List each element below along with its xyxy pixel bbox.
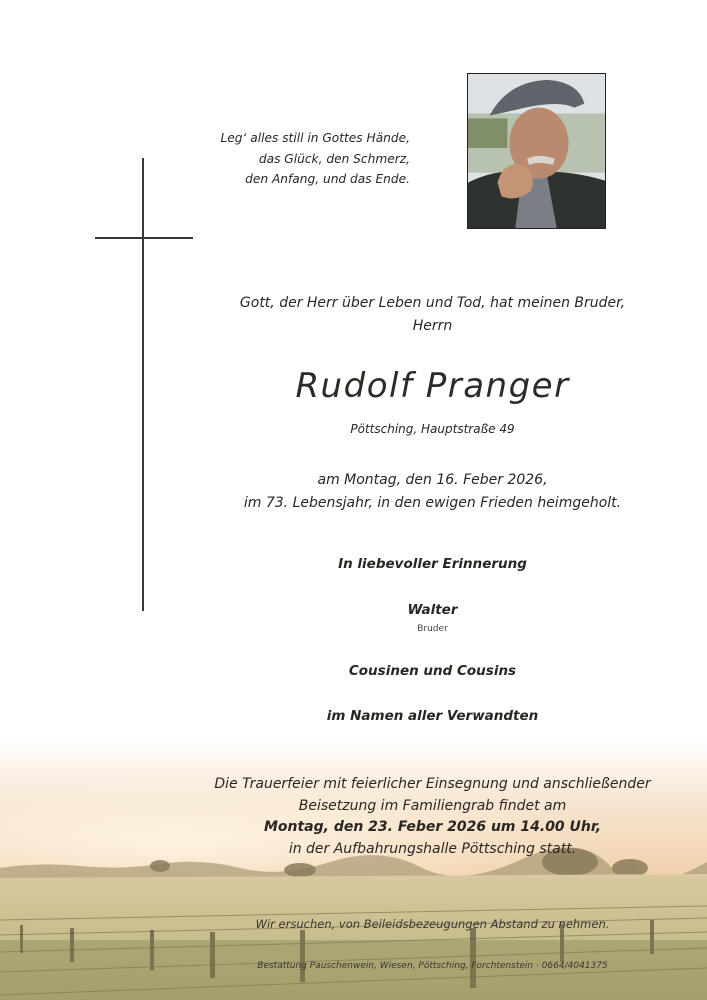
portrait-photo — [467, 73, 606, 229]
deceased-address: Pöttsching, Hauptstraße 49 — [350, 422, 515, 436]
condolence-request: Wir ersuchen, von Beileidsbezeugungen Abstand zu nehmen. — [255, 917, 610, 931]
memorial-poem — [200, 128, 410, 190]
funeral-details — [180, 774, 685, 860]
poem-line: Leg‘ alles still in Gottes Hände, — [220, 131, 410, 145]
death-line: im 73. Lebensjahr, in den ewigen Frieden heimgeholt. — [243, 495, 622, 511]
death-line: am Montag, den 16. Feber 2026, — [317, 472, 548, 488]
mourner-relation: Bruder — [417, 624, 448, 634]
cross-horizontal-beam — [95, 237, 193, 239]
funeral-line: in der Aufbahrungshalle Pöttsching statt. — [288, 840, 577, 857]
funeral-line: Beisetzung im Familiengrab findet am — [298, 797, 567, 814]
cross-vertical-beam — [142, 158, 144, 611]
funeral-line: Die Trauerfeier mit feierlicher Einsegnung und anschließender — [214, 776, 651, 792]
poem-line: den Anfang, und das Ende. — [245, 172, 410, 186]
deceased-name: Rudolf Pranger — [295, 366, 570, 406]
mourner-name: Walter — [407, 602, 458, 618]
mourner-cousins: Cousinen und Cousins — [348, 663, 517, 679]
remembrance-heading: In liebevoller Erinnerung — [338, 556, 527, 572]
undertaker-info: Bestattung Pauschenwein, Wiesen, Pöttsching, Forchtenstein · 0664/4041375 — [257, 961, 608, 971]
poem-line: das Glück, den Schmerz, — [258, 151, 410, 166]
funeral-date: Montag, den 23. Feber 2026 um 14.00 Uhr, — [263, 819, 602, 835]
death-notice — [180, 469, 685, 515]
intro-text — [180, 292, 685, 338]
intro-line: Gott, der Herr über Leben und Tod, hat meinen Bruder, — [239, 295, 626, 311]
mourner-relatives: im Namen aller Verwandten — [326, 708, 539, 724]
intro-line: Herrn — [412, 318, 453, 334]
